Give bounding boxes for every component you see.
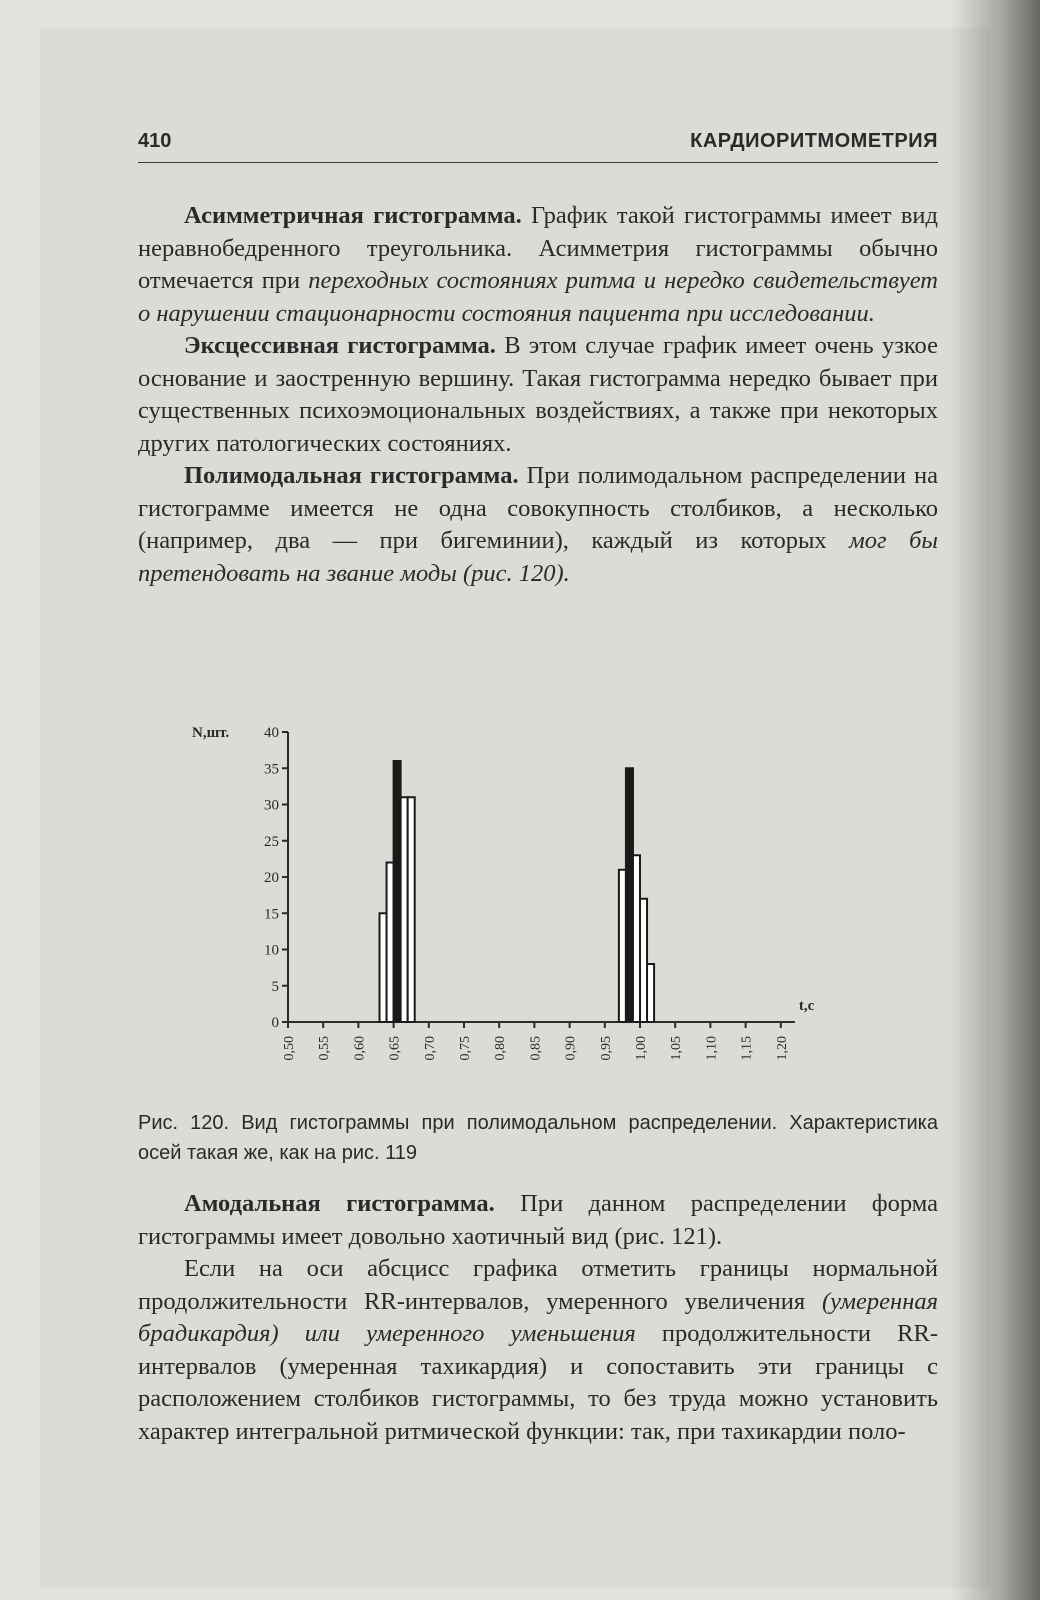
paragraph-lead: Амодальная гистограмма. [184,1190,495,1217]
paragraph-italic: мог бы претендовать на звание моды (рис. 120). [138,527,939,587]
histogram-bar [640,899,647,1022]
histogram-bar [380,913,387,1022]
paragraph-lead: Полимодальная гистограмма. [184,462,519,489]
paragraph-text: В этом случае график имеет очень узкое основание и заостренную вершину. Такая гистограмма нередко бывает при существенных психоэмоциональных воздействиях, а также при некоторых других патологических состояниях. [138,332,938,457]
paragraph-polymodal [138,460,938,590]
histogram-bar [633,855,640,1022]
y-tick-label: 25 [264,833,279,850]
histogram-bar [626,768,633,1022]
running-header [138,128,938,163]
x-tick-label: 1,00 [634,1036,649,1061]
paragraph-lead: Асимметричная гистограмма. [184,202,522,229]
histogram-bar [401,797,408,1022]
x-tick-label: 1,15 [739,1036,755,1061]
x-tick-label: 1,05 [669,1036,685,1061]
x-tick-label: 0,50 [282,1036,297,1061]
x-tick-label: 0,90 [563,1036,579,1061]
y-axis-label: N,шт. [192,725,230,741]
paragraph-tail: продолжительности RR-интервалов (умеренная тахикардия) и сопоставить эти границы с расположением столбиков гистограммы, то без труда можно установить характер интегральной ритмической функции: так, при тахикардии поло- [138,1320,938,1445]
paragraph-lead: Эксцессивная гистограмма. [184,332,496,359]
paragraph-excessive [138,330,938,460]
y-tick-label: 15 [264,906,279,923]
running-title: КАРДИОРИТМОМЕТРИЯ [690,130,938,152]
book-gutter-shadow [950,0,1040,1600]
y-tick-label: 10 [264,942,279,959]
paragraph-text: При полимодальном распределении на гистограмме имеется не одна совокупность столбиков, а несколько (например, два — при бигеминии), каждый из которых [138,462,938,554]
histogram-bar [387,863,394,1023]
paragraph-rr-intervals [138,1253,938,1448]
histogram-bar [619,870,626,1022]
y-tick-label: 35 [264,761,279,778]
paragraph-text: При данном распределении форма гистограммы имеет довольно хаотичный вид (рис. 121). [138,1190,938,1250]
y-tick-label: 0 [271,1015,279,1031]
x-tick-label: 0,95 [598,1036,614,1061]
x-axis-label: t,c [798,998,815,1014]
x-tick-label: 0,85 [528,1036,544,1061]
x-tick-label: 1,10 [704,1036,720,1061]
histogram-chart [180,720,840,1090]
paragraph-italic: переходных состояниях ритма и нередко свидетельствует о нарушении стационарности состояния пациента при исследовании. [138,267,938,327]
text-block-before-figure [138,200,938,590]
histogram-figure [180,720,840,1090]
page-number: 410 [138,130,172,152]
text-block-after-figure [138,1188,938,1448]
figure-caption: Рис. 120. Вид гистограммы при полимодальном распределении. Характеристика осей такая же, как на рис. 119 [138,1112,938,1164]
histogram-bar [408,797,415,1022]
y-tick-label: 20 [264,870,279,886]
histogram-bar [394,761,401,1022]
paragraph-asymmetric [138,200,938,330]
x-tick-label: 1,20 [774,1036,790,1061]
x-tick-label: 0,75 [458,1036,473,1061]
x-tick-label: 0,70 [422,1036,438,1061]
y-tick-label: 40 [264,725,279,741]
y-tick-label: 5 [271,978,279,995]
x-tick-label: 0,55 [317,1036,333,1061]
x-tick-label: 0,60 [352,1036,368,1061]
paragraph-amodal [138,1188,938,1253]
y-tick-label: 30 [264,797,279,814]
paragraph-text: График такой гистограммы имеет вид неравнобедренного треугольника. Асимметрия гистограммы обычно отмечается при [138,202,938,294]
x-tick-label: 0,80 [493,1036,509,1061]
x-tick-label: 0,65 [387,1036,403,1061]
paragraph-text: Если на оси абсцисс графика отметить границы нормальной продолжительности RR-интервалов, умеренного увеличения [138,1255,938,1315]
paragraph-italic: (умеренная брадикардия) или умеренного уменьшения [138,1287,938,1347]
histogram-bar [647,964,654,1022]
